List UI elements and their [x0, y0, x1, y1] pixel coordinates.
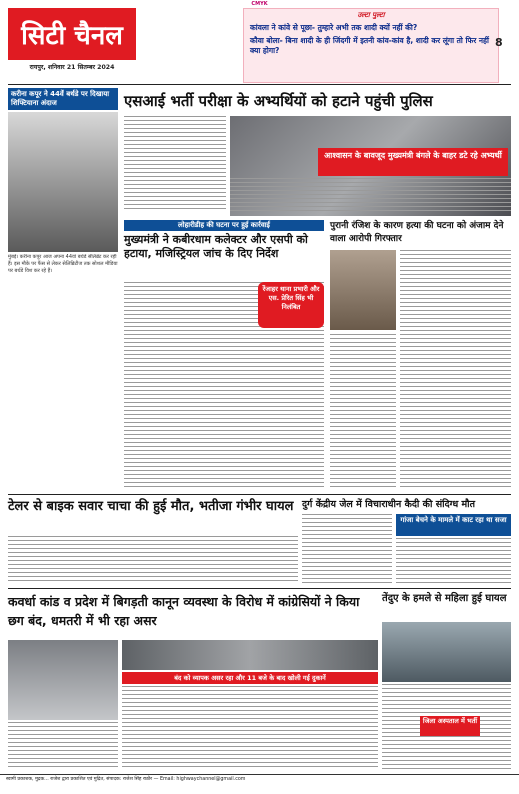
story7-ribbon: जिला अस्पताल में भर्ती: [420, 716, 480, 736]
story7-photo: [382, 622, 511, 682]
story3-text-2: [330, 334, 396, 490]
story6-headline: कवर्धा कांड व प्रदेश में बिगड़ती कानून व्यवस्था के विरोध में कांग्रेसियों ने किया छग बंद, धमतरी में भी रहा असर: [8, 594, 360, 628]
story7-headline: तेंदुए के हमले से महिला हुई घायल: [382, 593, 507, 604]
cmyk-mark: CMYK: [251, 1, 268, 7]
story6-text-2: [122, 686, 378, 772]
story2-ribbon: लोहारीडीह की घटना पर हुई कार्रवाई: [124, 220, 324, 231]
topbox-q2: कौवा बोला- बिना शादी के ही जिंदगी में इतनी कांव-कांव है, शादी कर लूंगा तो फिर नहीं क्या होगा?: [250, 36, 489, 55]
story3-photo: [330, 250, 396, 330]
story3-text: [400, 250, 511, 490]
sidebar-photo: [8, 112, 118, 252]
story3-headline: पुरानी रंजिश के कारण हत्या की घटना को अंजाम देने वाला आरोपी गिरफ्तार: [330, 221, 504, 244]
mid-rule: [8, 494, 511, 495]
page-number: 8: [495, 36, 503, 49]
sidebar-body: मुंबई। करीना कपूर आज अपना 44वां बर्थडे सेलिब्रेट कर रही हैं। इस मौके पर फैंस से लेकर सेलिब्रिटीज तक सोशल मीडिया पर बर्थडे विश कर रहे हैं।: [8, 254, 118, 274]
story6-photo-1: [8, 640, 118, 720]
story6-ribbon: बंद को व्यापक असर रहा और 11 बजे के बाद खोली गई दुकानें: [122, 672, 378, 684]
story5-text-2: [396, 538, 511, 586]
topbox-q1: कांवला ने कांवे से पूछा- तुम्हारे अभी तक शादी क्यों नहीं की?: [250, 23, 418, 32]
story4-headline: टेलर से बाइक सवार चाचा की हुई मौत, भतीजा गंभीर घायल: [8, 499, 294, 514]
story5-ribbon: गांजा बेचने के मामले में काट रहा था सजा: [396, 514, 511, 536]
topbox: [243, 8, 499, 83]
sidebar-title: करीना कपूर ने 44वें बर्थडे पर दिखाया शिफ्टियाना अंदाज: [8, 88, 118, 110]
header-rule: [8, 84, 511, 85]
main-text-2: [230, 178, 511, 214]
masthead-title: सिटी चैनल: [8, 8, 136, 60]
topbox-kicker: उल्टा पुल्टा: [357, 11, 385, 19]
story2-headline: मुख्यमंत्री ने कबीरधाम कलेक्टर और एसपी को हटाया, मजिस्ट्रियल जांच के दिए निर्देश: [124, 233, 308, 260]
lower-rule: [8, 588, 511, 589]
story4-text: [8, 536, 298, 586]
story5-text: [302, 514, 392, 586]
main-sub-ribbon: आश्वासन के बावजूद मुख्यमंत्री बंगले के बाहर डटे रहे अभ्यर्थी: [318, 148, 508, 176]
story5-headline: दुर्ग केंद्रीय जेल में विचाराधीन कैदी की संदिग्ध मौत: [302, 499, 476, 510]
story2-badge: रेंजाहर थाना प्रभारी और एस. प्रेरित सिंह भी निलंबित: [258, 282, 324, 328]
dateline: रायपुर, शनिवार 21 सितम्बर 2024: [29, 64, 115, 71]
main-headline: एसआई भर्ती परीक्षा के अभ्यर्थियों को हटाने पहुंची पुलिस: [124, 92, 433, 110]
main-text: [124, 116, 226, 212]
story6-text-1: [8, 722, 118, 772]
footer-imprint: स्वामी प्रकाशक, मुद्रक... राजेश द्वारा प्रकाशित एवं मुद्रित, संपादक: राजेश सिंह राठौर — Email: highwaychannel@gmail.com: [0, 774, 519, 794]
story6-photo-2: [122, 640, 378, 670]
